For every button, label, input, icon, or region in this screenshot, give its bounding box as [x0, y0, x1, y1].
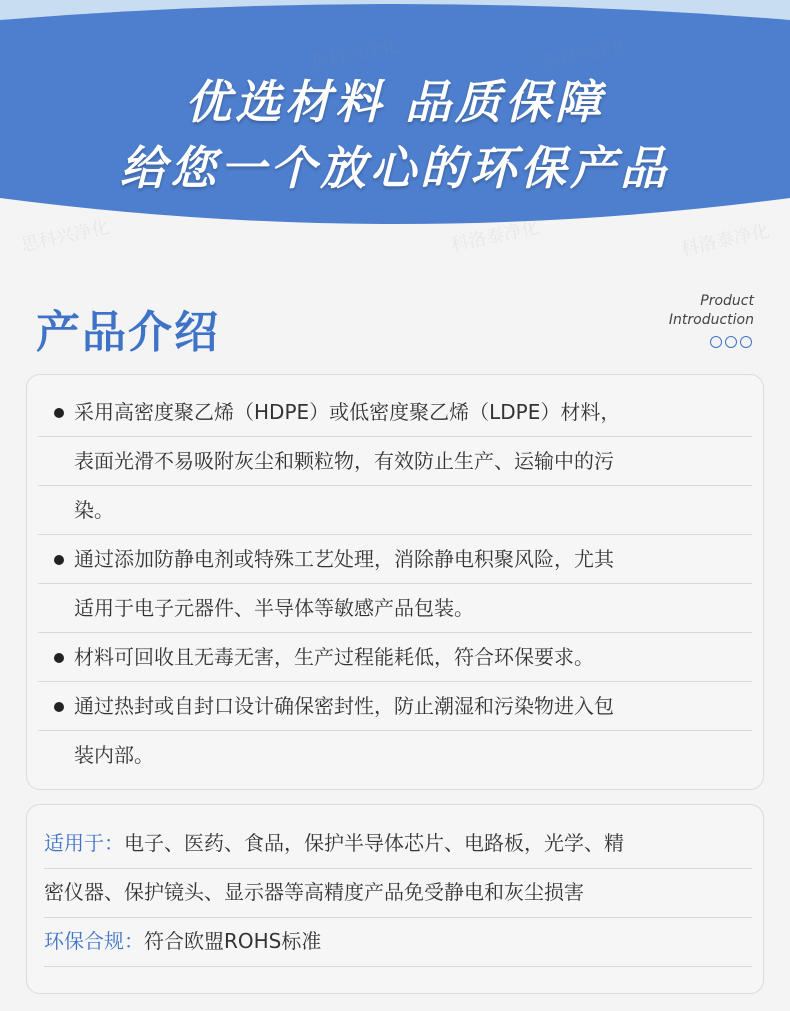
compliance-label: 环保合规：	[44, 929, 144, 953]
section-english-line2: Introduction	[668, 312, 754, 328]
usage-line: 密仪器、保护镜头、显示器等高精度产品免受静电和灰尘损害	[44, 868, 752, 918]
compliance-text: 符合欧盟ROHS标准	[144, 929, 322, 953]
usage-text: 电子、医药、食品，保护半导体芯片、电路板，光学、精	[124, 831, 624, 855]
circle-icon	[710, 336, 722, 348]
watermark: 科洛泰净化	[679, 220, 772, 261]
decorative-dots	[710, 336, 752, 348]
intro-line: 通过热封或自封口设计确保密封性，防止潮湿和污染物进入包	[38, 682, 752, 731]
section-title: 产品介绍	[36, 307, 220, 358]
watermark: 思科兴净化	[19, 216, 112, 257]
usage-label: 适用于：	[44, 831, 124, 855]
section-english-title	[669, 292, 754, 330]
circle-icon	[740, 336, 752, 348]
banner-subheadline: 给您一个放心的环保产品	[120, 141, 670, 195]
intro-line: 装内部。	[74, 743, 154, 767]
header-banner	[0, 0, 790, 230]
intro-line: 采用高密度聚乙烯（HDPE）或低密度聚乙烯（LDPE）材料，	[38, 388, 752, 437]
usage-line	[44, 819, 752, 869]
intro-line: 适用于电子元器件、半导体等敏感产品包装。	[38, 584, 752, 633]
section-english-line1: Product	[700, 293, 754, 309]
intro-line: 染。	[38, 486, 752, 535]
intro-line: 材料可回收且无毒无害，生产过程能耗低，符合环保要求。	[38, 633, 752, 682]
intro-line: 通过添加防静电剂或特殊工艺处理，消除静电积聚风险，尤其	[38, 535, 752, 584]
banner-headline: 优选材料 品质保障	[184, 75, 605, 129]
intro-line: 表面光滑不易吸附灰尘和颗粒物，有效防止生产、运输中的污	[38, 437, 752, 486]
circle-icon	[725, 336, 737, 348]
watermark: 科洛泰净化	[449, 216, 542, 257]
compliance-line	[44, 917, 752, 967]
